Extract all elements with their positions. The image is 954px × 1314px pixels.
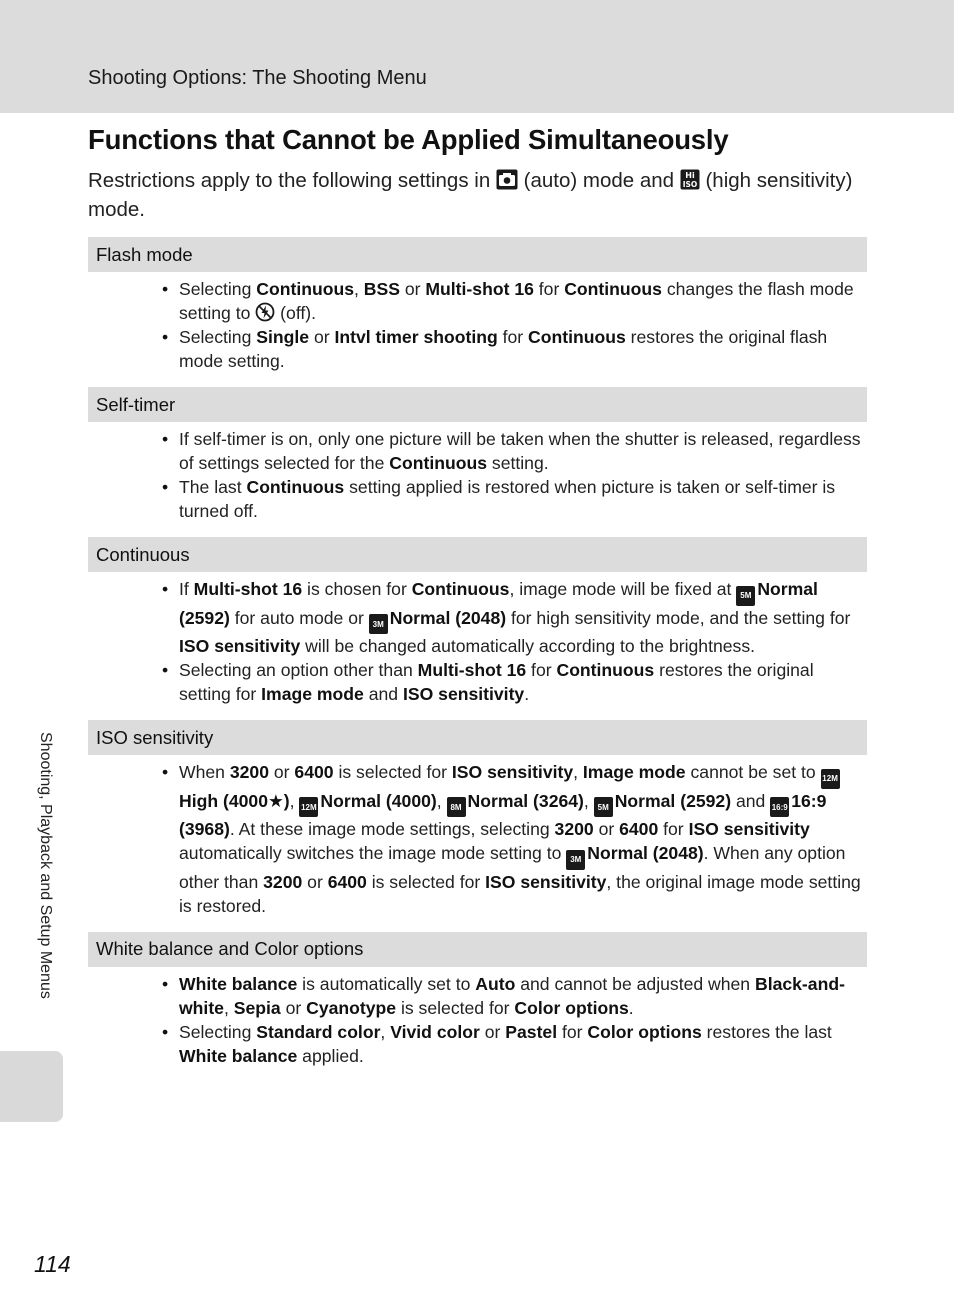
list-item: • Selecting Single or Intvl timer shooting for Continuous restores the original flash mode setting. [179, 325, 867, 373]
intro-paragraph: Restrictions apply to the following settings in (auto) mode and Hi ISO (high sensitivity) mode. [88, 169, 853, 221]
chapter-tab [0, 1051, 63, 1122]
section-header: Flash mode [88, 237, 867, 272]
svg-text:Hi: Hi [685, 171, 695, 180]
svg-text:ISO: ISO [682, 180, 698, 189]
page-title: Functions that Cannot be Applied Simultaneously [88, 124, 729, 155]
bullet-list [88, 572, 867, 706]
image-mode-5m-icon: 5M [594, 797, 613, 817]
image-mode-8m-icon: 8M [447, 797, 466, 817]
bullet-list [88, 272, 867, 373]
image-mode-3m-icon: 3M [566, 850, 585, 870]
side-chapter-label: Shooting, Playback and Setup Menus [37, 732, 54, 999]
camera-icon [496, 169, 518, 190]
breadcrumb: Shooting Options: The Shooting Menu [88, 67, 427, 89]
flash-off-icon [255, 302, 275, 322]
list-item: • The last Continuous setting applied is restored when picture is taken or self-timer is turned off. [179, 475, 867, 523]
section-header: Self-timer [88, 387, 867, 422]
list-item: • White balance is automatically set to Auto and cannot be adjusted when Black-and-white, Sepia or Cyanotype is selected for Color options. [179, 972, 867, 1020]
bullet-list [88, 422, 867, 523]
list-item: • If self-timer is on, only one picture will be taken when the shutter is released, regardless of settings selected for the Continuous setting. [179, 427, 867, 475]
image-mode-12m-high-icon: 12M [821, 769, 840, 789]
section-flash-mode [88, 237, 867, 373]
section-iso-sensitivity [88, 720, 867, 918]
section-header: ISO sensitivity [88, 720, 867, 755]
section-header: Continuous [88, 537, 867, 572]
section-self-timer [88, 387, 867, 523]
section-header: White balance and Color options [88, 932, 867, 967]
list-item: • Selecting Standard color, Vivid color or Pastel for Color options restores the last White balance applied. [179, 1020, 867, 1068]
page-number: 114 [34, 1251, 71, 1277]
image-mode-16x9-icon: 16:9 [770, 797, 789, 817]
bullet-list [88, 755, 867, 918]
section-continuous [88, 537, 867, 706]
list-item: • If Multi-shot 16 is chosen for Continuous, image mode will be fixed at 5M Normal (2592) for auto mode or 3M Normal (2048) for high sensitivity mode, and the setting for ISO sensitivity will be changed automatically according to the brightness. [179, 577, 867, 658]
bullet-list [88, 967, 867, 1068]
list-item: • Selecting Continuous, BSS or Multi-shot 16 for Continuous changes the flash mode setting to (off). [179, 277, 867, 325]
image-mode-12m-icon: 12M [299, 797, 318, 817]
list-item: • Selecting an option other than Multi-shot 16 for Continuous restores the original setting for Image mode and ISO sensitivity. [179, 658, 867, 706]
list-item: • When 3200 or 6400 is selected for ISO sensitivity, Image mode cannot be set to 12M High (4000★), 12M Normal (4000), 8M Normal (3264), 5M Normal (2592) and 16:9 16:9 (3968). At these image mode settings, selecting 3200 or 6400 for ISO sensitivity automatically switches the image mode setting to 3M Normal (2048). When any option other than 3200 or 6400 is selected for ISO sensitivity, the original image mode setting is restored. [179, 760, 867, 918]
image-mode-3m-icon: 3M [369, 614, 388, 634]
image-mode-5m-icon: 5M [736, 586, 755, 606]
hi-iso-icon [680, 169, 700, 190]
section-white-balance [88, 932, 867, 1068]
restrictions-content [88, 237, 867, 1082]
header-band [0, 0, 954, 113]
